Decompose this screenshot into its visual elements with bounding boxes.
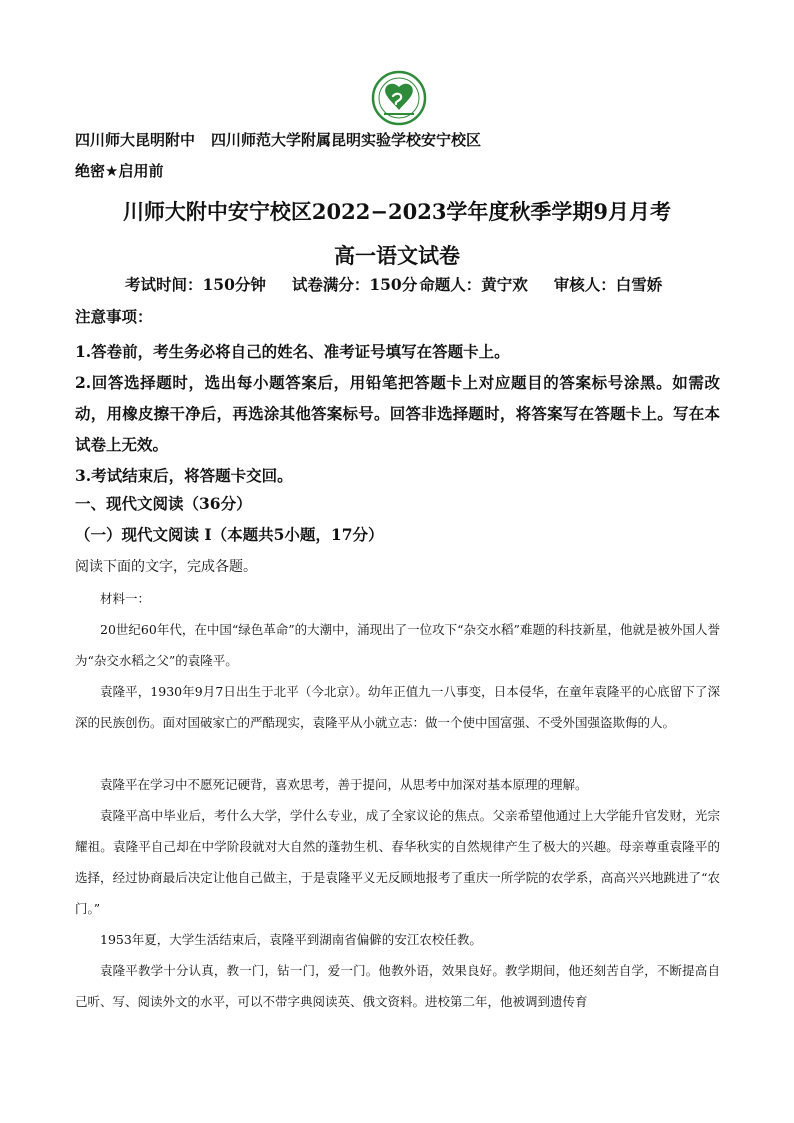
secret-label: 绝密★启用前 <box>75 162 164 180</box>
passage-paragraph: 材料一： <box>100 591 151 606</box>
reading-instruction: 阅读下面的文字，完成各题。 <box>75 559 257 575</box>
school-name-right: 四川师范大学附属昆明实验学校安宁校区 <box>211 131 482 149</box>
exam-time: 考试时间：150分钟 <box>125 275 266 294</box>
passage-paragraph: 袁隆平高中毕业后，考什么大学，学什么专业，成了全家议论的焦点。父亲希望他通过上大学能升官发财，光宗耀祖。袁隆平自己却在中学阶段就对大自然的蓬勃生机、春华秋实的自然规律产生了极大的兴趣。母亲尊重袁隆平的选择，经过协商最后决定让他自己做主，于是袁隆平义无反顾地报考了重庆一所学院的农学系，高高兴兴地跳进了“农门。” <box>75 808 720 916</box>
school-emblem-icon <box>371 70 427 126</box>
exam-info <box>125 273 664 295</box>
passage-paragraph: 袁隆平在学习中不愿死记硬背，喜欢思考，善于提问，从思考中加深对基本原理的理解。 <box>100 777 588 792</box>
school-name-left: 四川师大昆明附中 <box>75 131 196 149</box>
notice-item: 3.考试结束后，将答题卡交回。 <box>75 466 293 485</box>
passage-paragraph: 1953年夏，大学生活结束后，袁隆平到湖南省偏僻的安江农校任教。 <box>100 932 482 947</box>
exam-subtitle: 高一语文试卷 <box>334 243 460 268</box>
passage-paragraph: 袁隆平，1930年9月7日出生于北平（今北京）。幼年正值九一八事变，日本侵华，在童年袁隆平的心底留下了深深的民族创伤。面对国破家亡的严酷现实，袁隆平从小就立志：做一个使中国富强、不受外国强盗欺侮的人。 <box>75 684 720 730</box>
notice-item: 1.答卷前，考生务必将自己的姓名、准考证号填写在答题卡上。 <box>75 342 510 361</box>
exam-author: 命题人：黄宁欢 <box>419 275 528 294</box>
notice-item: 2.回答选择题时，选出每小题答案后，用铅笔把答题卡上对应题目的答案标号涂黑。如需改动，用橡皮擦干净后，再选涂其他答案标号。回答非选择题时，将答案写在答题卡上。写在本试卷上无效。 <box>75 373 720 454</box>
exam-title: 川师大附中安宁校区2022−2023学年度秋季学期9月月考 <box>122 199 672 224</box>
exam-full-score: 试卷满分：150分 <box>291 275 418 294</box>
part-title: （一）现代文阅读 I（本题共5小题，17分） <box>75 525 384 544</box>
passage-paragraph: 袁隆平教学十分认真，教一门，钻一门，爱一门。他教外语，效果良好。教学期间，他还刻苦自学，不断提高自己听、写、阅读外文的水平，可以不带字典阅读英、俄文资料。进校第二年，他被调到遗传育 <box>75 963 720 1009</box>
school-names <box>75 129 481 150</box>
section-title: 一、现代文阅读（36分） <box>75 494 252 513</box>
passage-paragraph: 20世纪60年代，在中国“绿色革命”的大潮中，涌现出了一位攻下“杂交水稻”难题的科技新星，他就是被外国人誉为“杂交水稻之父”的袁隆平。 <box>75 622 720 668</box>
exam-reviewer: 审核人：白雪娇 <box>553 275 663 294</box>
notice-title: 注意事项： <box>75 307 153 326</box>
